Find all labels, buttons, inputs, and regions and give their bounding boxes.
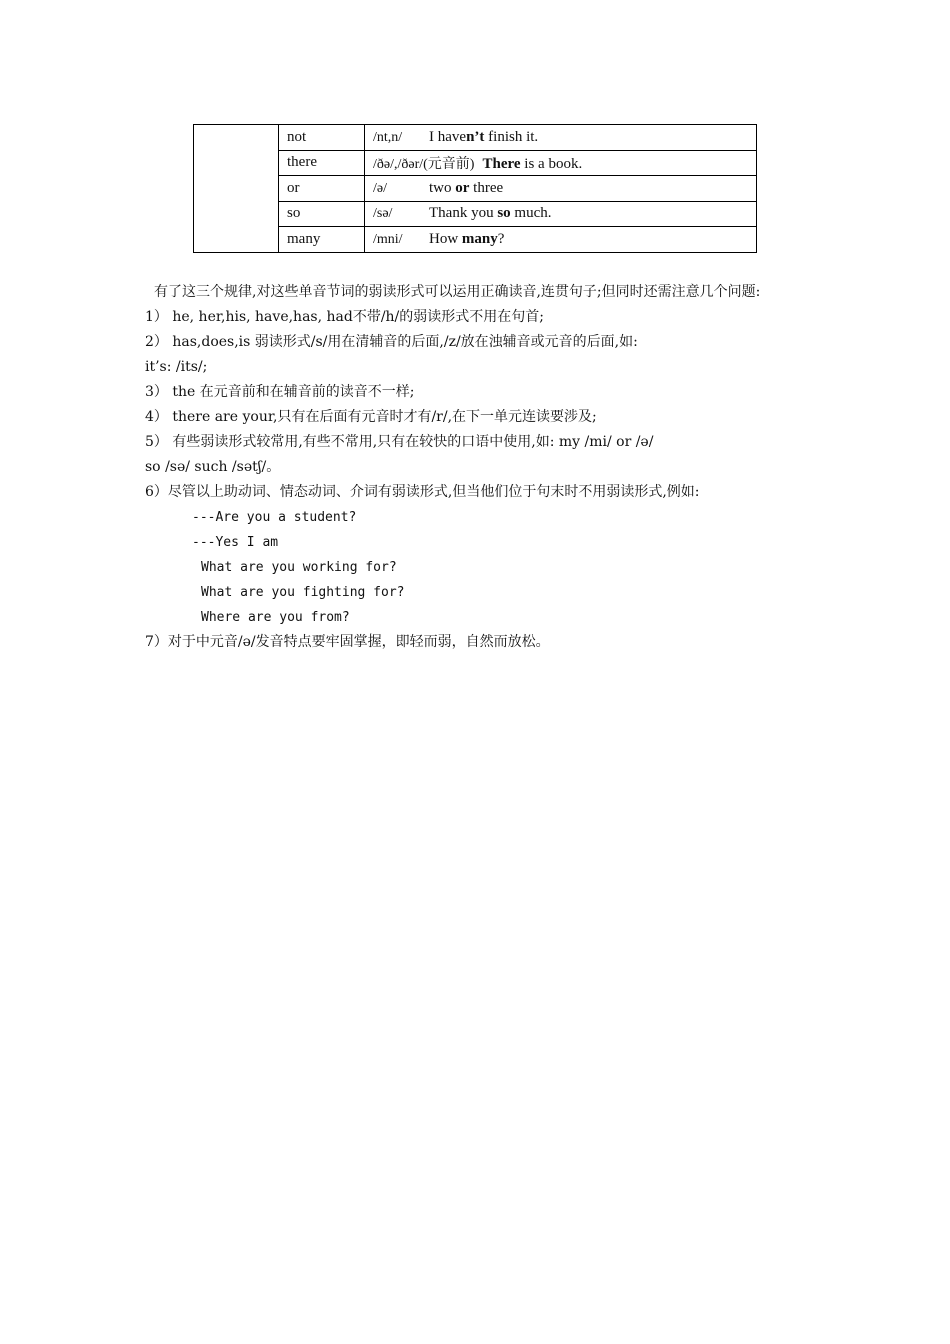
ipa-text: /ðə/,/ðər/(元音前) (373, 156, 475, 172)
example-line: ---Yes I am (192, 535, 279, 550)
list-item: 5） 有些弱读形式较常用,有些不常用,只有在较快的口语中使用,如: my /mi/ or /ə/ (145, 434, 654, 450)
weak-form-table (193, 124, 757, 253)
list-item-continuation: so /sə/ such /sətʃ/。 (145, 459, 281, 475)
table-row (194, 201, 757, 227)
example-cell (365, 227, 757, 253)
ipa-text: /sə/ (373, 206, 393, 222)
example-cell (365, 176, 757, 202)
ipa-text: /ə/ (373, 180, 387, 196)
word-cell: there (279, 150, 365, 176)
word-cell: so (279, 201, 365, 227)
example-sentence: two or three (429, 179, 504, 196)
table-row (194, 150, 757, 176)
example-line: What are you working for? (201, 560, 397, 575)
table-row (194, 227, 757, 253)
example-cell (365, 125, 757, 151)
intro-paragraph: 有了这三个规律,对这些单音节词的弱读形式可以运用正确读音,连贯句子;但同时还需注意几个问题: (154, 284, 761, 300)
example-line: ---Are you a student? (192, 510, 357, 525)
example-sentence: How many? (429, 230, 505, 247)
ipa-text: /mni/ (373, 231, 403, 247)
word-cell: many (279, 227, 365, 253)
table-row (194, 176, 757, 202)
word-cell: not (279, 125, 365, 151)
example-line: Where are you from? (201, 610, 350, 625)
table-row (194, 125, 757, 151)
example-line: What are you fighting for? (201, 585, 405, 600)
word-cell: or (279, 176, 365, 202)
example-sentence: Thank you so much. (429, 205, 552, 222)
list-item: 4） there are your,只有在后面有元音时才有/r/,在下一单元连读要涉及; (145, 409, 597, 425)
list-item: 6）尽管以上助动词、情态动词、介词有弱读形式,但当他们位于句末时不用弱读形式,例如: (145, 484, 700, 500)
example-cell (365, 150, 757, 176)
example-sentence: There is a book. (482, 155, 583, 172)
list-item-continuation: it’s: /its/; (145, 359, 208, 375)
ipa-text: /nt,n/ (373, 129, 403, 145)
example-sentence: I haven’t finish it. (429, 128, 539, 145)
example-cell (365, 201, 757, 227)
merged-category-cell (194, 125, 279, 253)
body-text (145, 280, 810, 655)
list-item: 3） the 在元音前和在辅音前的读音不一样; (145, 384, 415, 400)
list-item: 7）对于中元音/ə/发音特点要牢固掌握，即轻而弱，自然而放松。 (145, 634, 550, 650)
list-item: 2） has,does,is 弱读形式/s/用在清辅音的后面,/z/放在浊辅音或元音的后面,如: (145, 334, 638, 350)
list-item: 1） he, her,his, have,has, had不带/h/的弱读形式不用在句首; (145, 309, 544, 325)
